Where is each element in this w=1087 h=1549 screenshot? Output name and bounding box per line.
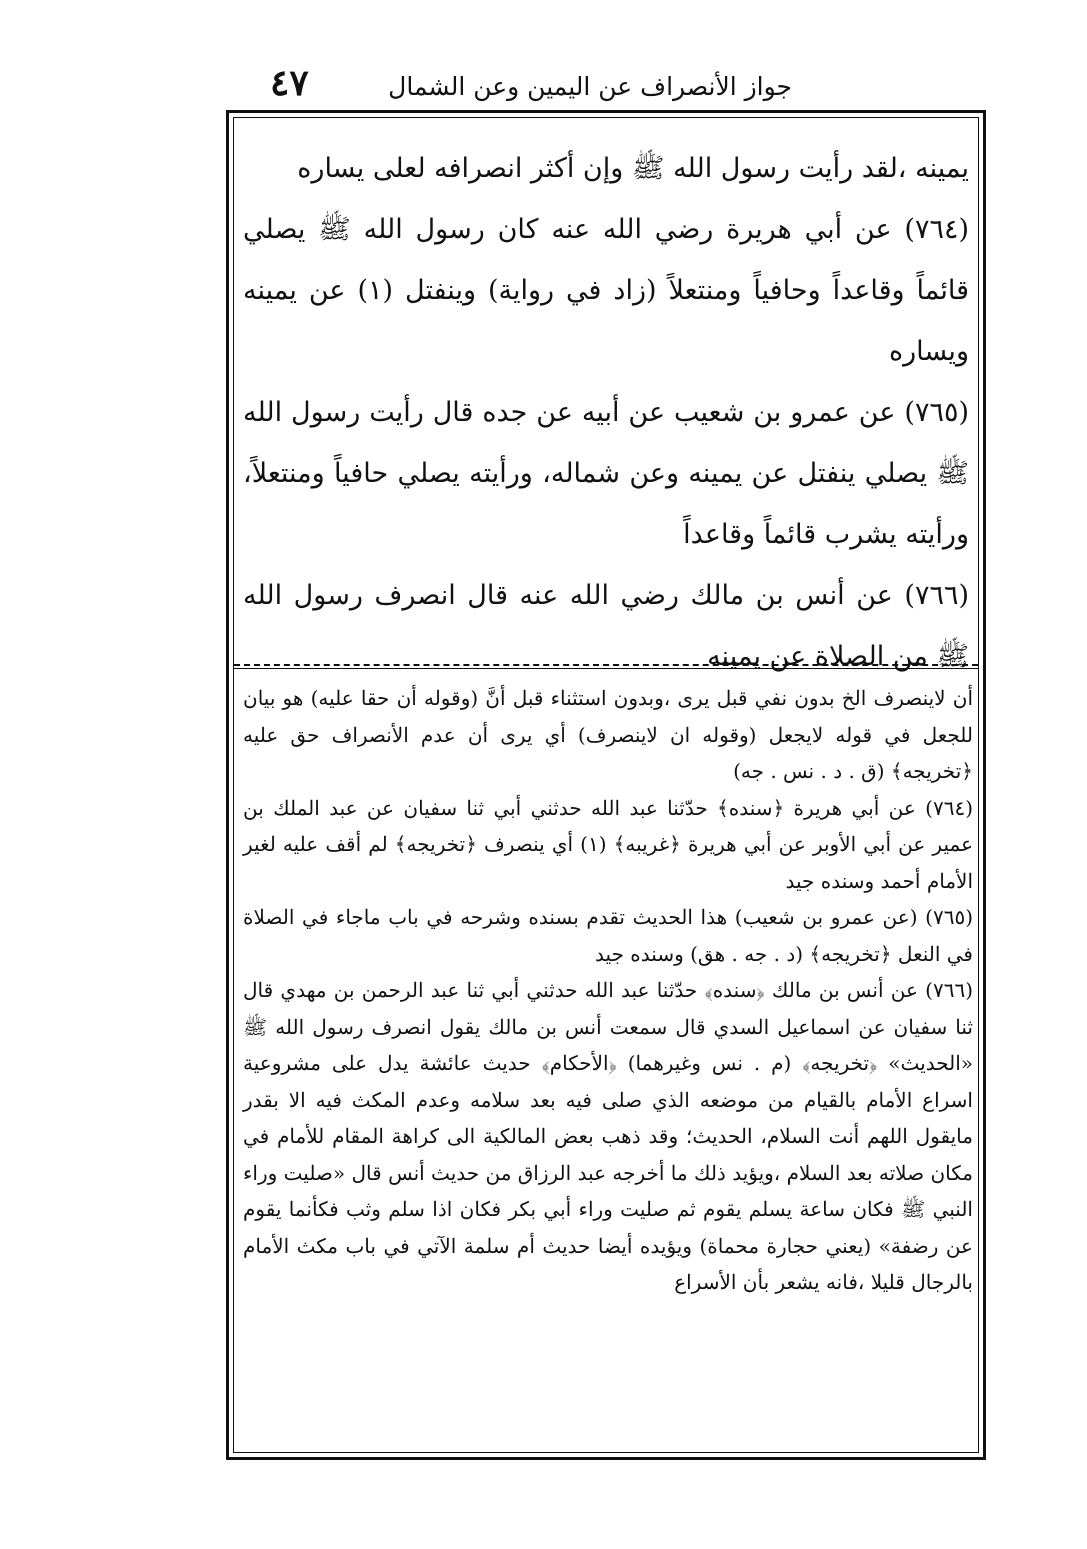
page-number: ٤٧: [270, 62, 309, 104]
hadith-text: [243, 138, 969, 687]
hadith-765: (٧٦٥) عن عمرو بن شعيب عن أبيه عن جده قال رأيت رسول الله ﷺ يصلي ينفتل عن يمينه وعن شماله، ورأيته يصلي حافياً ومنتعلاً، ورأيته يشرب قائماً وقاعداً: [243, 397, 969, 550]
commentary: [243, 680, 973, 1301]
section-divider: [234, 664, 978, 666]
commentary-766: (٧٦٦) عن أنس بن مالك ﴿سنده﴾ حدّثنا عبد الله حدثني أبي ثنا عبد الرحمن بن مهدي قال ثنا سفيان عن اسماعيل السدي قال سمعت أنس بن مالك يقول انصرف رسول الله ﷺ «الحديث» ﴿تخريجه﴾ (م . نس وغيرهما) ﴿الأحكام﴾ حديث عائشة يدل على مشروعية اسراع الأمام بالقيام من موضعه الذي صلى فيه بعد سلامه وعدم المكث فيه الا بقدر مايقول اللهم أنت السلام، الحديث؛ وقد ذهب بعض المالكية الى كراهة المقام للأمام في مكان صلاته بعد السلام ،ويؤيد ذلك ما أخرجه عبد الرزاق من حديث أنس قال «صليت وراء النبي ﷺ فكان ساعة يسلم يقوم ثم صليت وراء أبي بكر فكان اذا سلم وثب فكأنما يقوم عن رضفة» (يعني حجارة محماة) ويؤيده أيضا حديث أم سلمة الآتي في باب مكث الأمام بالرجال قليلا ،فانه يشعر بأن الأسراع: [243, 978, 973, 1294]
page-header: [232, 62, 832, 112]
running-title: جواز الأنصراف عن اليمين وعن الشمال: [388, 72, 792, 101]
hadith-766: (٧٦٦) عن أنس بن مالك رضي الله عنه قال انصرف رسول الله ﷺ من الصلاة عن يمينه: [243, 580, 969, 672]
hadith-continuation: يمينه ،لقد رأيت رسول الله ﷺ وإن أكثر انصرافه لعلى يساره: [297, 153, 969, 184]
commentary-intro: أن لاينصرف الخ بدون نفي قبل يرى ،وبدون استثناء قبل أنَّ (وقوله أن حقا عليه) هو بيان للجعل في قوله لايجعل (وقوله ان لاينصرف) أي يرى أن عدم الأنصراف حق عليه ﴿تخريجه﴾ (ق . د . نس . جه): [243, 686, 973, 783]
commentary-765: (٧٦٥) (عن عمرو بن شعيب) هذا الحديث تقدم بسنده وشرحه في باب ماجاء في الصلاة في النعل ﴿تخريجه﴾ (د . جه . هق) وسنده جيد: [243, 905, 973, 966]
hadith-764: (٧٦٤) عن أبي هريرة رضي الله عنه كان رسول الله ﷺ يصلي قائماً وقاعداً وحافياً ومنتعلاً (زاد في رواية) وينفتل (١) عن يمينه ويساره: [243, 214, 969, 367]
section-divider-rule: [234, 668, 978, 669]
commentary-764: (٧٦٤) عن أبي هريرة ﴿سنده﴾ حدّثنا عبد الله حدثني أبي ثنا سفيان عن عبد الملك بن عمير عن أبي الأوبر عن أبي هريرة ﴿غريبه﴾ (١) أي ينصرف ﴿تخريجه﴾ لم أقف عليه لغير الأمام أحمد وسنده جيد: [243, 795, 973, 893]
